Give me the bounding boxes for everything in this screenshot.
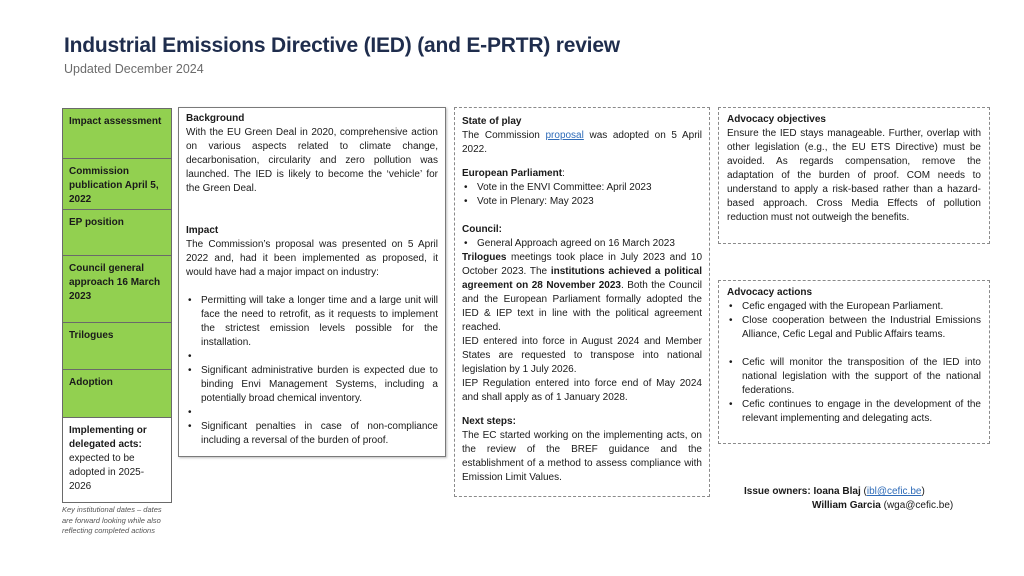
advocacy-actions-list-2 <box>727 356 981 426</box>
owner-name: William Garcia <box>812 500 881 511</box>
page-title: Industrial Emissions Directive (IED) (and E-PRTR) review <box>64 34 620 57</box>
timeline-item-trilogues: Trilogues <box>63 323 171 370</box>
timeline-item-label-rest: expected to be adopted in 2025-2026 <box>69 453 145 492</box>
proposal-link[interactable]: proposal <box>545 130 584 141</box>
timeline-item-label: Council general approach 16 March 2023 <box>69 263 161 302</box>
impact-heading: Impact <box>186 225 219 236</box>
ied-force-text: IED entered into force in August 2024 and Member States are requested to transpose into national legislation by 1 July 2026. <box>462 336 702 375</box>
iep-force-text: IEP Regulation entered into force end of May 2024 and shall apply as of 1 January 2028. <box>462 378 702 403</box>
impact-bullet: • Permitting will take a longer time and a large unit will face the need to retrofit, as it requests to implement the strictest emission levels possible for the installation. <box>186 294 438 350</box>
impact-text: The Commission’s proposal was presented on 5 April 2022 and, had it been implemented as proposed, it would have had a major impact on industry: <box>186 239 438 278</box>
owner-email-link[interactable]: ibl@cefic.be <box>866 486 922 497</box>
timeline-item-ep-position: EP position <box>63 210 171 256</box>
ep-bullet: • Vote in the ENVI Committee: April 2023 <box>462 181 702 195</box>
impact-bullet: • Significant penalties in case of non-compliance including a reversal of the burden of proof. <box>186 420 438 448</box>
advocacy-actions-heading: Advocacy actions <box>727 287 813 298</box>
state-of-play-heading: State of play <box>462 116 522 127</box>
timeline-item-label-bold: Implementing or delegated acts: <box>69 425 147 450</box>
advocacy-actions-list <box>727 300 981 342</box>
background-heading: Background <box>186 113 245 124</box>
background-panel <box>178 107 446 457</box>
council-bullet: • General Approach agreed on 16 March 2023 <box>462 237 702 251</box>
timeline-item-adoption: Adoption <box>63 370 171 418</box>
owner-email: wga@cefic.be <box>886 500 950 511</box>
timeline-footnote: Key institutional dates – dates are forward looking while also reflecting completed actions <box>62 505 162 535</box>
timeline-item-council-general-approach <box>63 256 171 323</box>
timeline-item-implementing-acts <box>63 418 171 500</box>
ep-heading: European Parliament: <box>462 168 565 179</box>
advocacy-objectives-heading: Advocacy objectives <box>727 114 826 125</box>
next-steps-text: The EC started working on the implementing acts, on the review of the BREF guidance and the establishment of a method to assess compliance with Emission Limit Values. <box>462 430 702 483</box>
advocacy-action-bullet: • Close cooperation between the Industrial Emissions Alliance, Cefic Legal and Public Affairs teams. <box>727 314 981 342</box>
impact-list <box>186 294 438 448</box>
background-text: With the EU Green Deal in 2020, comprehensive action on various aspects related to climate change, decarbonisation, circularity and zero pollution was launched. The IED is likely to become the ‘vehicle’ for the Green Deal. <box>186 127 438 194</box>
council-heading: Council: <box>462 224 502 235</box>
trilogues-paragraph: Trilogues meetings took place in July 2023 and 10 October 2023. The institutions achieved a political agreement on 28 November 2023. Both the Council and the European Parliament formally adopted the IED & IEP text in line with the political agreement reached. <box>462 252 703 333</box>
owner-name: Ioana Blaj <box>813 486 861 497</box>
timeline <box>62 108 172 503</box>
ep-list <box>462 181 702 209</box>
page-subtitle: Updated December 2024 <box>64 62 204 76</box>
timeline-item-impact-assessment: Impact assessment <box>63 109 171 159</box>
next-steps-heading: Next steps: <box>462 416 516 427</box>
impact-bullet: • Significant administrative burden is expected due to binding Envi Management Systems, including a potentially broad chemical inventory. <box>186 364 438 406</box>
timeline-item-label: Commission publication April 5, 2022 <box>69 166 159 205</box>
council-list <box>462 237 702 251</box>
advocacy-action-bullet: • Cefic engaged with the European Parliament. <box>727 300 981 314</box>
advocacy-action-bullet: • Cefic continues to engage in the development of the relevant implementing and delegating acts. <box>727 398 981 426</box>
state-of-play-panel <box>454 107 710 497</box>
timeline-item-commission-publication <box>63 159 171 210</box>
advocacy-actions-panel <box>718 280 990 444</box>
ep-bullet: • Vote in Plenary: May 2023 <box>462 195 702 209</box>
advocacy-objectives-text: Ensure the IED stays manageable. Further, overlap with other legislation (e.g., the EU ETS Directive) must be avoided. As regards compensation, remove the adaptation of the burden of proof. COM needs to understand to apply a risk-based rather than a hazard-based approach. Cross Media Effects of pollution reduction must not outweigh the benefits. <box>727 128 981 223</box>
issue-owners-label: Issue owners: <box>744 486 811 497</box>
advocacy-objectives-panel <box>718 107 990 244</box>
state-of-play-intro: The Commission proposal was adopted on 5 April 2022. <box>462 130 702 155</box>
issue-owners: Issue owners: Ioana Blaj (ibl@cefic.be) William Garcia (wga@cefic.be) <box>744 486 954 511</box>
advocacy-action-bullet: • Cefic will monitor the transposition of the IED into national legislation with the support of the national federations. <box>727 356 981 398</box>
